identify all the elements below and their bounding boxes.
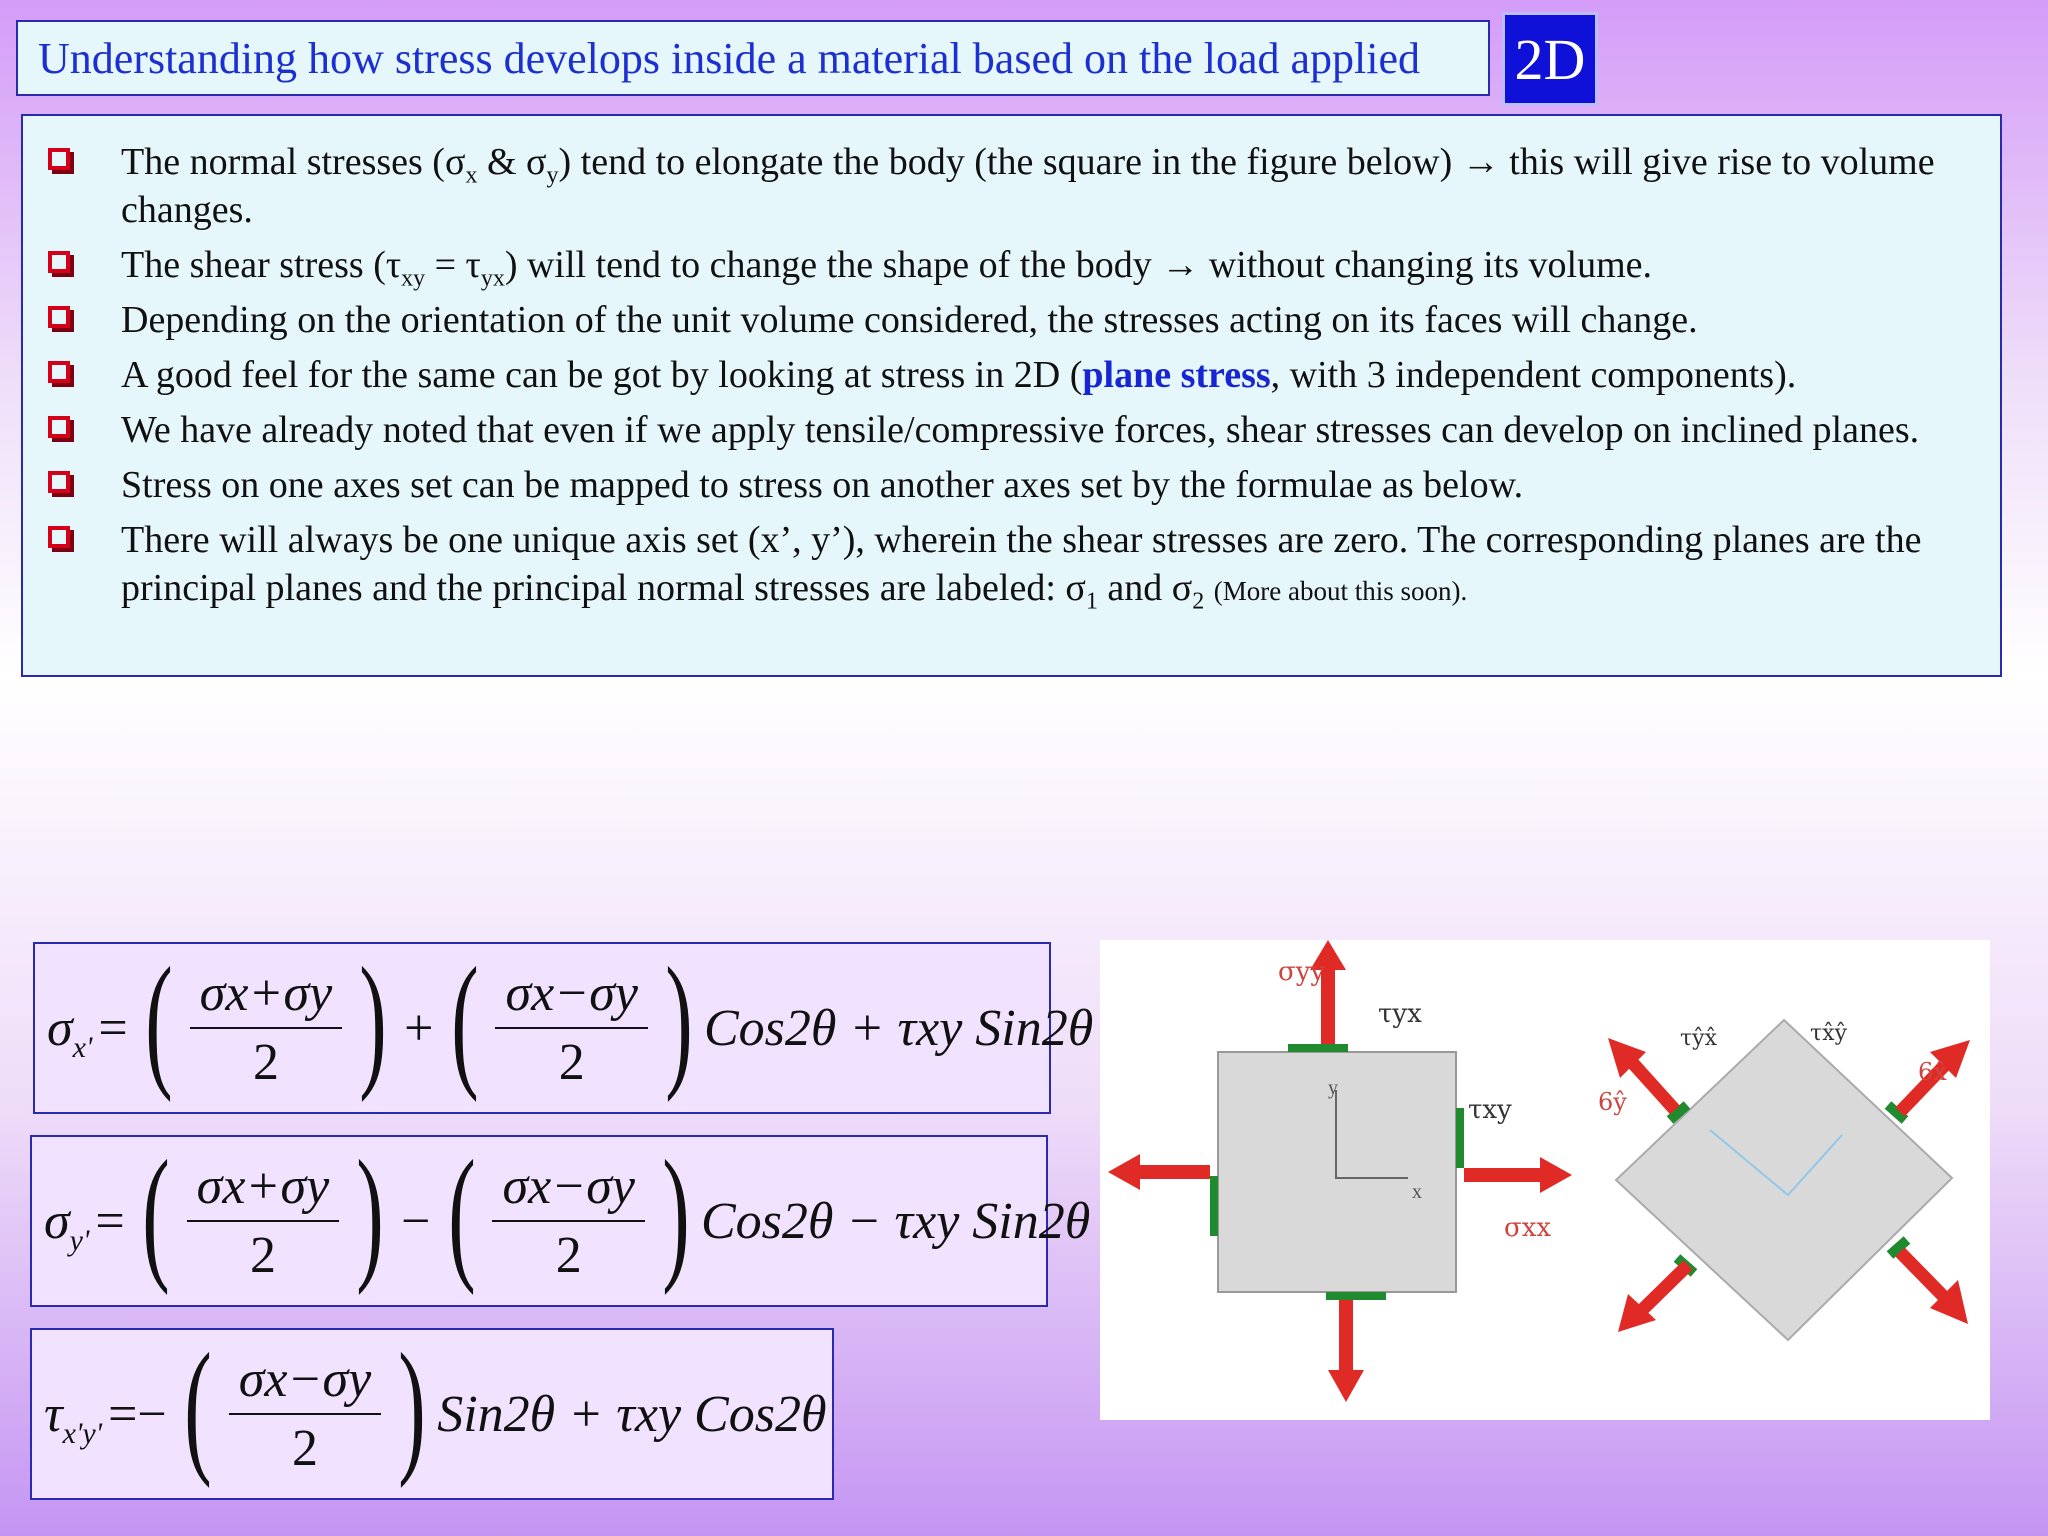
title-banner [16, 20, 1490, 96]
stress-element-figure [1100, 940, 1990, 1420]
principal-note: (More about this soon). [1213, 576, 1468, 606]
shear-tab-right [1456, 1108, 1464, 1168]
bullet-principal-planes: There will always be one unique axis set (x’, y’), wherein the shear stresses are zero. The corresponding planes are the principal planes and the principal normal stresses are labeled: $\sigma_1$ and $\sigma_2$ (More about this soon). [23, 516, 1980, 615]
bullet-normal-stress: The normal stresses ($\sigma_x$ & $\sigma_y$) tend to elongate the body (the square in the figure below) → this will give rise to volume changes. [23, 138, 1980, 234]
eq2-fraction-diff: $\frac{\sigma x-\sigma y}{2}$ [492, 1157, 645, 1285]
checkbox-bullet-icon [48, 416, 70, 438]
slide-title: Understanding how stress develops inside a material based on the load applied [38, 33, 1420, 83]
label-tau-left: τŷx̂ [1680, 1026, 1718, 1051]
shear-tab-left [1210, 1176, 1218, 1236]
2d-badge [1502, 12, 1598, 106]
eq3-lhs: $\tau_{x'y'}$ [44, 1385, 103, 1450]
bullet-mapping: Stress on one axes set can be mapped to stress on another axes set by the formulae as below. [23, 461, 1980, 509]
checkbox-bullet-icon [48, 251, 70, 273]
checkbox-bullet-icon [48, 148, 70, 170]
checkbox-bullet-icon [48, 361, 70, 383]
label-tau-xy: τxy [1468, 1095, 1512, 1125]
checkbox-bullet-icon [48, 471, 70, 493]
shear-tab-bottom [1326, 1292, 1386, 1300]
label-sigma-xx: σxx [1504, 1213, 1552, 1243]
eq3-tail: Sin2θ + τxy Cos2θ [437, 1385, 827, 1443]
eq1-tail: Cos2θ + τxy Sin2θ [703, 999, 1094, 1057]
bullet-inclined-planes: We have already noted that even if we apply tensile/compressive forces, shear stresses can develop on inclined planes. [23, 406, 1980, 454]
eq1-fraction-diff: $\frac{\sigma x-\sigma y}{2}$ [495, 964, 648, 1092]
bullet-plane-stress: A good feel for the same can be got by looking at stress in 2D (plane stress, with 3 independent components). [23, 351, 1980, 399]
checkbox-bullet-icon [48, 306, 70, 328]
equation-sigma-x-prime: $\sigma_{x'}$ = ( $\frac{\sigma x+\sigma y}{2}$ ) + ( $\frac{\sigma x-\sigma y}{2}$ ) Cos2θ + τxy Sin2θ [33, 942, 1051, 1114]
equation-sigma-y-prime: $\sigma_{y'}$ = ( $\frac{\sigma x+\sigma y}{2}$ ) − ( $\frac{\sigma x-\sigma y}{2}$ ) Cos2θ − τxy Sin2θ [30, 1135, 1048, 1307]
bullet-orientation: Depending on the orientation of the unit volume considered, the stresses acting on its faces will change. [23, 296, 1980, 344]
bullet-shear-stress: The shear stress $(\tau_{xy} = \tau_{yx})$ will tend to change the shape of the body → without changing its volume. [23, 241, 1980, 289]
eq2-tail: Cos2θ − τxy Sin2θ [700, 1192, 1091, 1250]
plane-stress-highlight: plane stress [1082, 354, 1271, 396]
label-sigma-yy: σyy [1278, 957, 1326, 987]
checkbox-bullet-icon [48, 526, 70, 548]
eq2-lhs: $\sigma_{y'}$ [44, 1192, 90, 1257]
eq1-fraction-sum: $\frac{\sigma x+\sigma y}{2}$ [190, 964, 343, 1092]
x-axis-label: x [1412, 1181, 1422, 1203]
eq1-lhs: $\sigma_{x'}$ [47, 999, 93, 1064]
label-sigma-right: 6x̂ [1918, 1058, 1947, 1086]
label-tau-yx: τyx [1378, 999, 1422, 1029]
label-tau-right: τx̂ŷ [1810, 1021, 1848, 1046]
label-sigma-left: 6ŷ [1598, 1088, 1627, 1116]
equation-tau-xy-prime: $\tau_{x'y'}$ =− ( $\frac{\sigma x-\sigma y}{2}$ ) Sin2θ + τxy Cos2θ [30, 1328, 834, 1500]
badge-label: 2D [1514, 26, 1586, 92]
eq2-fraction-sum: $\frac{\sigma x+\sigma y}{2}$ [187, 1157, 340, 1285]
y-axis-label: y [1328, 1077, 1338, 1099]
bullet-list [21, 114, 2002, 677]
shear-tab-top [1288, 1044, 1348, 1052]
eq3-fraction-diff: $\frac{\sigma x-\sigma y}{2}$ [229, 1350, 382, 1478]
